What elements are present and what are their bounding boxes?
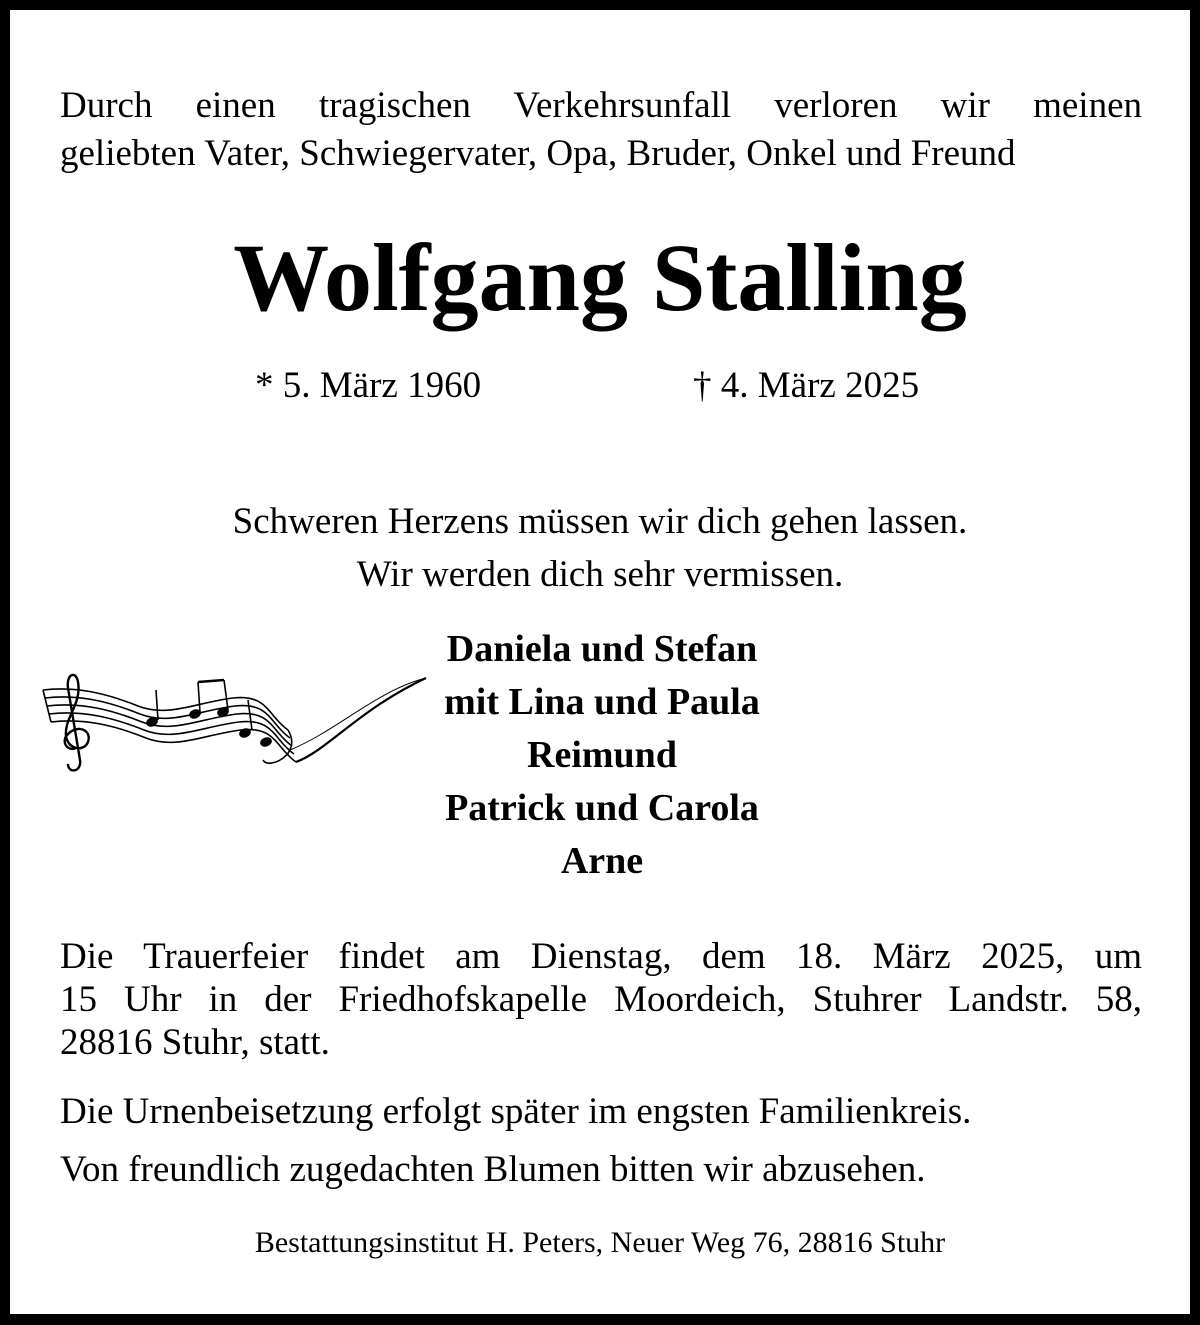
funeral-service-info: [60, 935, 1142, 1064]
service-line-2: 15 Uhr in der Friedhofskapelle Moordeich, Stuhrer Landstr. 58,: [60, 979, 1142, 1020]
intro-line-2: geliebten Vater, Schwiegervater, Opa, Bruder, Onkel und Freund: [60, 133, 1016, 174]
deceased-name: Wolfgang Stalling: [233, 224, 967, 331]
birth-date: * 5. März 1960: [255, 365, 482, 406]
undertaker-info: Bestattungsinstitut H. Peters, Neuer Weg 76, 28816 Stuhr: [254, 1226, 946, 1259]
family-line-1: Daniela und Stefan: [446, 628, 758, 670]
intro-line-1: Durch einen tragischen Verkehrsunfall verloren wir meinen: [60, 85, 1142, 126]
family-line-4: Patrick und Carola: [445, 787, 759, 829]
verse: [0, 495, 1200, 601]
family-names: [302, 623, 902, 888]
service-line-1: Die Trauerfeier findet am Dienstag, dem 18. März 2025, um: [60, 936, 1142, 977]
death-date: † 4. März 2025: [693, 365, 920, 406]
family-line-2: mit Lina und Paula: [444, 681, 760, 723]
intro-text: [60, 82, 1142, 178]
family-line-3: Reimund: [527, 734, 677, 776]
verse-line-2: Wir werden dich sehr vermissen.: [356, 554, 844, 595]
urn-burial-note: Die Urnenbeisetzung erfolgt später im engsten Familienkreis.: [60, 1091, 972, 1132]
flowers-note: Von freundlich zugedachten Blumen bitten wir abzusehen.: [60, 1149, 926, 1190]
family-line-5: Arne: [560, 840, 644, 882]
service-line-3: 28816 Stuhr, statt.: [60, 1022, 330, 1063]
verse-line-1: Schweren Herzens müssen wir dich gehen lassen.: [232, 501, 968, 542]
